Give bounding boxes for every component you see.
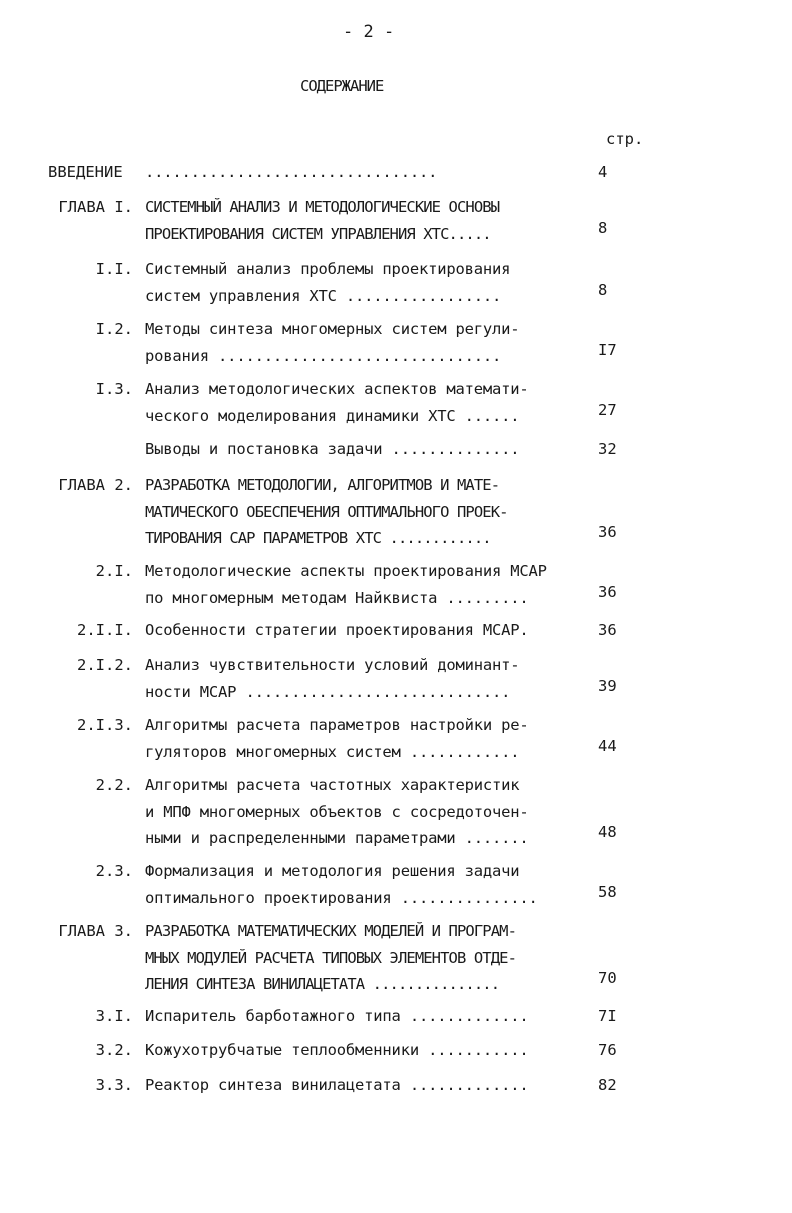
toc-entry-page: 36 <box>598 621 617 639</box>
toc-entry-title-line: ности МСАР ............................. <box>145 682 511 701</box>
toc-entry-number: I.I. <box>95 260 133 278</box>
page-title: СОДЕРЖАНИЕ <box>300 77 384 95</box>
toc-entry-title-line: МНЫХ МОДУЛЕЙ РАСЧЕТА ТИПОВЫХ ЭЛЕМЕНТОВ ОТДЕ- <box>145 948 516 967</box>
toc-entry-title-line: Формализация и методология решения задачи <box>145 862 520 880</box>
toc-entry-number: ГЛАВА I. <box>58 198 133 216</box>
toc-entry-number: 3.I. <box>95 1007 133 1025</box>
toc-entry-title-line: Испаритель барботажного типа ............. <box>145 1007 529 1025</box>
toc-entry-page: 48 <box>598 823 617 841</box>
toc-entry-title-line: оптимального проектирования ............... <box>145 888 538 907</box>
toc-entry-page: 7I <box>598 1007 617 1025</box>
toc-entry-page: 58 <box>598 882 617 901</box>
toc-entry-title-line: Реактор синтеза винилацетата ............. <box>145 1076 529 1094</box>
toc-entry-number: I.2. <box>95 320 133 338</box>
toc-entry-title-line: Методы синтеза многомерных систем регули- <box>145 320 520 338</box>
toc-entry-title-line: СИСТЕМНЫЙ АНАЛИЗ И МЕТОДОЛОГИЧЕСКИЕ ОСНОВЫ <box>145 198 500 216</box>
toc-entry-title-line: ................................ <box>145 163 438 181</box>
page-column-label: стр. <box>606 130 644 148</box>
toc-entry-title-line: Алгоритмы расчета частотных характеристик <box>145 776 520 794</box>
toc-entry-page: 27 <box>598 400 617 419</box>
toc-entry-page: 39 <box>598 676 617 695</box>
toc-entry-number: 2.I.2. <box>77 656 133 674</box>
toc-entry-title-line: ПРОЕКТИРОВАНИЯ СИСТЕМ УПРАВЛЕНИЯ ХТС..... <box>145 224 491 243</box>
toc-entry-page: 70 <box>598 969 617 987</box>
toc-entry-title-line: и МПФ многомерных объектов с сосредоточен- <box>145 802 529 821</box>
toc-entry-title-line: РАЗРАБОТКА МЕТОДОЛОГИИ, АЛГОРИТМОВ И МАТЕ- <box>145 476 500 494</box>
toc-entry-number: ГЛАВА 3. <box>58 922 133 940</box>
toc-entry-title-line: Особенности стратегии проектирования МСАР. <box>145 621 529 639</box>
toc-entry-number: ГЛАВА 2. <box>58 476 133 494</box>
toc-entry-number: 2.I.3. <box>77 716 133 734</box>
toc-entry-number: 3.2. <box>95 1041 133 1059</box>
toc-entry-title-line: систем управления ХТС ................. <box>145 286 502 305</box>
toc-entry-page: 32 <box>598 440 617 458</box>
toc-entry-title-line: Системный анализ проблемы проектирования <box>145 260 511 278</box>
toc-entry-page: 36 <box>598 582 617 601</box>
toc-entry-page: I7 <box>598 340 617 359</box>
toc-entry-title-line: по многомерным методам Найквиста ......... <box>145 588 529 607</box>
toc-entry-page: 76 <box>598 1041 617 1059</box>
toc-entry-page: 36 <box>598 523 617 541</box>
toc-entry-title-line: гуляторов многомерных систем ............ <box>145 742 520 761</box>
toc-entry-number: 2.3. <box>95 862 133 880</box>
toc-entry-number: 2.I. <box>95 562 133 580</box>
toc-entry-title-line: Анализ методологических аспектов математи- <box>145 380 529 398</box>
toc-entry-title-line: Анализ чувствительности условий доминант- <box>145 656 520 674</box>
toc-entry-title-line: Кожухотрубчатые теплообменники ........... <box>145 1041 529 1059</box>
toc-entry-number: I.3. <box>95 380 133 398</box>
toc-entry-title-line: ЛЕНИЯ СИНТЕЗА ВИНИЛАЦЕТАТА ............... <box>145 975 500 993</box>
toc-entry-title-line: МАТИЧЕСКОГО ОБЕСПЕЧЕНИЯ ОПТИМАЛЬНОГО ПРОЕК- <box>145 502 508 521</box>
toc-entry-title-line: РАЗРАБОТКА МАТЕМАТИЧЕСКИХ МОДЕЛЕЙ И ПРОГРАМ- <box>145 922 516 940</box>
toc-entry-number: 2.I.I. <box>77 621 133 639</box>
toc-entry-page: 4 <box>598 163 608 181</box>
toc-entry-number: 2.2. <box>95 776 133 794</box>
toc-entry-title-line: ческого моделирования динамики ХТС ...... <box>145 406 520 425</box>
toc-entry-title-line: Методологические аспекты проектирования МСАР <box>145 562 547 580</box>
toc-entry-page: 44 <box>598 736 617 755</box>
toc-entry-page: 8 <box>598 218 608 237</box>
toc-entry-title-line: Выводы и постановка задачи .............. <box>145 440 520 458</box>
toc-entry-title-line: рования ............................... <box>145 346 502 365</box>
toc-entry-title-line: ными и распределенными параметрами ....... <box>145 829 529 847</box>
toc-entry-page: 82 <box>598 1076 617 1094</box>
toc-entry-title-line: Алгоритмы расчета параметров настройки ре- <box>145 716 529 734</box>
page-number: - 2 - <box>343 22 395 42</box>
toc-entry-title-line: ТИРОВАНИЯ САР ПАРАМЕТРОВ ХТС ............ <box>145 529 491 547</box>
toc-entry-number: ВВЕДЕНИЕ <box>48 163 123 181</box>
toc-entry-number: 3.3. <box>95 1076 133 1094</box>
toc-entry-page: 8 <box>598 280 608 299</box>
